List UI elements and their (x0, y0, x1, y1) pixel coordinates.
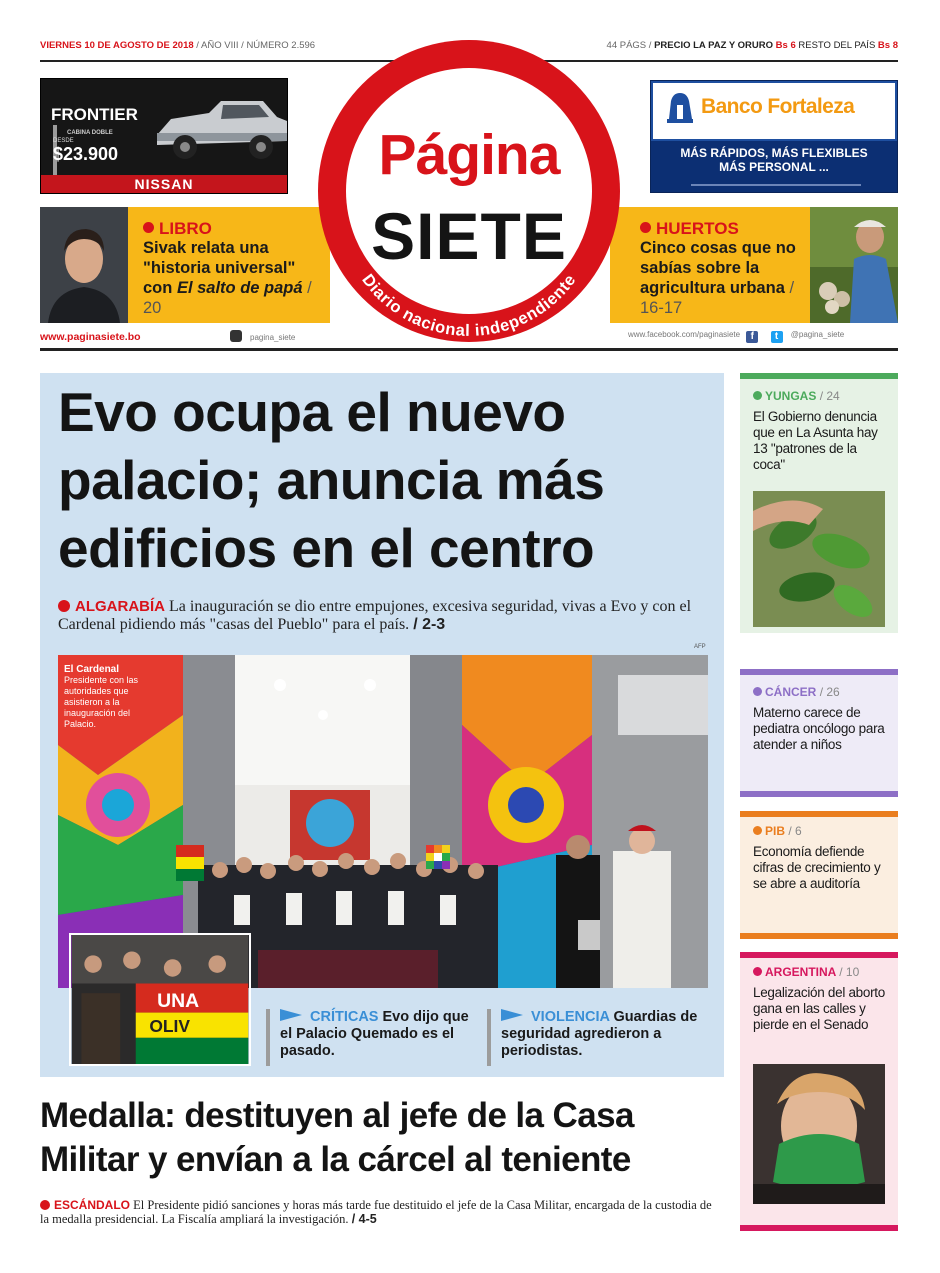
feature-right-text: Cinco cosas que no sabías sobre la agricultura urbana / 16-17 (640, 239, 796, 317)
bullet-icon (753, 391, 762, 400)
caption-text: Presidente con las autoridades que asistieron a la inauguración del Palacio. (64, 675, 139, 729)
book-title: El salto de papá (176, 279, 303, 297)
price-line: 44 PÁGS / PRECIO LA PAZ Y ORURO Bs 6 RESTO DEL PAÍS Bs 8 (606, 40, 898, 51)
ad-model: FRONTIER (51, 105, 138, 124)
price-label-lp: PRECIO LA PAZ Y ORURO (654, 40, 774, 51)
arrow-icon (280, 1009, 302, 1021)
sidebar-kicker: CÁNCER / 26 (753, 685, 840, 699)
author-photo (40, 207, 128, 323)
bullet-icon (58, 600, 70, 612)
svg-text:OLIV: OLIV (149, 1015, 191, 1036)
bank-logo-icon (665, 89, 695, 125)
photo-credit: AFP (694, 644, 706, 650)
second-deck-kicker: ESCÁNDALO (54, 1198, 131, 1212)
main-deck (58, 598, 708, 634)
argentina-protest-photo (753, 1064, 885, 1204)
logo-tagline: Diario nacional independiente (358, 270, 580, 340)
logo-pagina[interactable]: Página (378, 123, 560, 187)
instagram-handle[interactable]: pagina_siete (230, 330, 295, 342)
bank-slogan (651, 146, 897, 174)
subhead-criticas-kicker: CRÍTICAS (310, 1009, 379, 1025)
sidebar-text: El Gobierno denuncia que en La Asunta hay 13 "patrones de la coca" (753, 409, 878, 472)
ad-brand: NISSAN (41, 175, 287, 193)
social-links (628, 330, 844, 343)
photo-caption (64, 664, 164, 730)
bullet-icon (640, 222, 651, 233)
issue-number: / AÑO VIII / NÚMERO 2.596 (196, 40, 316, 51)
sidebar-text: Legalización del aborto gana en las calles y pierde en el Senado (753, 985, 885, 1032)
sidebar-text: Materno carece de pediatra oncólogo para atender a niños (753, 705, 885, 752)
sidebar-item-cancer[interactable] (740, 669, 898, 797)
bullet-icon (143, 222, 154, 233)
sidebar-text: Economía defiende cifras de crecimiento y se abre a auditoría (753, 844, 881, 891)
main-headline[interactable]: Evo ocupa el nuevo palacio; anuncia más edificios en el centro (58, 381, 605, 579)
sidebar-item-pib[interactable] (740, 811, 898, 939)
feature-libro[interactable] (40, 207, 330, 323)
feature-left-kicker: LIBRO (143, 219, 212, 239)
sidebar-color-bar-bottom (740, 1225, 898, 1231)
page-count: 44 PÁGS (606, 40, 647, 51)
ad-price: $23.900 (53, 144, 119, 164)
bank-fine-print (691, 184, 861, 186)
feature-right-kicker: HUERTOS (640, 219, 739, 239)
sidebar-item-yungas[interactable] (740, 373, 898, 633)
banco-fortaleza-ad[interactable] (650, 80, 898, 193)
bullet-icon (753, 826, 762, 835)
main-deck-text: La inauguración se dio entre empujones, excesiva seguridad, vivas a Evo y con el Cardenal pidiendo más "casas del Pueblo" para el país. (58, 598, 692, 633)
bullet-icon (40, 1200, 50, 1210)
price-value-rest: Bs 8 (877, 40, 898, 51)
subhead-criticas[interactable] (266, 1009, 480, 1066)
feature-left-text: Sivak relata una "historia universal" con El salto de papá / 20 (143, 239, 312, 317)
instagram-icon (230, 330, 242, 342)
subhead-violencia-kicker: VIOLENCIA (531, 1009, 610, 1025)
bank-name: Banco Fortaleza (701, 95, 855, 118)
bank-slogan-line-1: MÁS RÁPIDOS, MÁS FLEXIBLES (680, 146, 868, 160)
sidebar-color-bar-bottom (740, 933, 898, 939)
svg-text:UNA: UNA (157, 989, 200, 1012)
bullet-icon (753, 687, 762, 696)
twitter-icon[interactable]: t (771, 331, 783, 343)
ad-from-label: DESDE (53, 138, 74, 144)
protest-inset-photo (69, 933, 251, 1066)
issue-date: VIERNES 10 DE AGOSTO DE 2018 (40, 40, 194, 51)
bullet-icon (753, 967, 762, 976)
subhead-violencia-text: Guardias de seguridad agredieron a periodistas. (501, 1009, 698, 1059)
coca-leaves-photo (753, 491, 885, 627)
facebook-url[interactable]: www.facebook.com/paginasiete (628, 330, 741, 339)
sidebar-kicker: YUNGAS / 24 (753, 389, 840, 403)
sidebar-kicker: ARGENTINA / 10 (753, 965, 859, 979)
facebook-icon[interactable]: f (746, 331, 758, 343)
price-label-rest: RESTO DEL PAÍS (798, 40, 876, 51)
masthead-rule (40, 348, 898, 351)
svg-text:Diario nacional independiente (358, 271, 579, 340)
second-deck-page: / 4-5 (351, 1212, 377, 1226)
website-link[interactable]: www.paginasiete.bo (40, 331, 141, 343)
sidebar-item-argentina[interactable] (740, 952, 898, 1231)
ad-model-sub: CABINA DOBLE (53, 125, 113, 182)
second-deck-text: El Presidente pidió sanciones y horas más tarde fue destituido el jefe de la Casa Militar, encargada de la custodia de la medalla presidencial. La Fiscalía ampliará la investigación. (40, 1198, 712, 1226)
bank-slogan-line-2: MÁS PERSONAL ... (719, 160, 829, 174)
feature-right-page: / 16-17 (640, 279, 795, 317)
price-value-lp: Bs 6 (775, 40, 796, 51)
sidebar-color-bar-bottom (740, 791, 898, 797)
logo-tagline-arc (318, 40, 620, 342)
subhead-violencia[interactable] (487, 1009, 713, 1066)
main-deck-page: / 2-3 (413, 616, 446, 633)
second-headline[interactable]: Medalla: destituyen al jefe de la Casa Militar y envían a la cárcel al teniente (40, 1096, 634, 1179)
gardener-photo (810, 207, 898, 323)
subhead-criticas-text: Evo dijo que el Palacio Quemado es el pasado. (280, 1009, 469, 1059)
pickup-truck-image (151, 89, 288, 169)
caption-title: El Cardenal (64, 664, 120, 675)
feature-huertos[interactable] (610, 207, 898, 323)
date-line (40, 40, 315, 51)
feature-left-page: / 20 (143, 279, 312, 317)
main-deck-kicker: ALGARABÍA (75, 598, 165, 615)
nissan-ad[interactable] (40, 78, 288, 194)
sidebar-kicker: PIB / 6 (753, 824, 802, 838)
logo-siete[interactable]: SIETE (371, 199, 567, 273)
second-deck (40, 1198, 720, 1226)
arrow-icon (501, 1009, 523, 1021)
twitter-handle[interactable]: @pagina_siete (790, 330, 845, 339)
